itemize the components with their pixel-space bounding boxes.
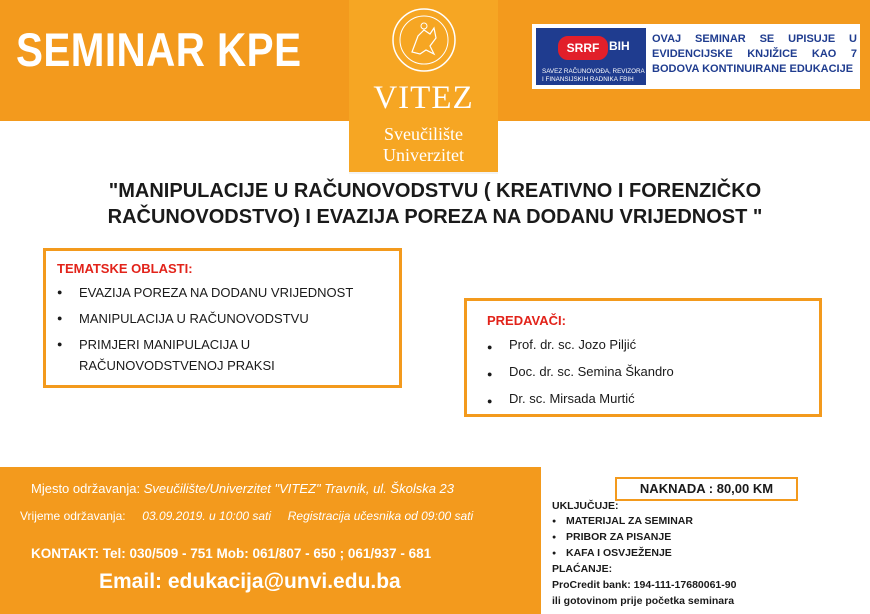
fee-panel [546, 467, 870, 614]
themes-heading: TEMATSKE OBLASTI: [57, 261, 193, 276]
bullet-icon: ● [487, 342, 493, 352]
list-item: ● EVAZIJA POREZA NA DODANU VRIJEDNOST [57, 282, 353, 303]
includes-item: ● PRIBOR ZA PISANJE [552, 531, 672, 543]
organizer-logo-suffix: BIH [609, 39, 630, 53]
lecturers-box [464, 298, 822, 417]
list-item: ● PRIMJERI MANIPULACIJA U [57, 334, 250, 355]
bank-account: ProCredit bank: 194-111-17680061-90 [552, 579, 737, 591]
organizer-subtitle-2: I FINANSIJSKIH RADNIKA FBIH [542, 76, 634, 83]
date-row [20, 509, 473, 523]
bullet-icon: ● [552, 518, 557, 525]
logo-subtitle-2: Univerzitet [383, 145, 464, 165]
venue-label: Mjesto održavanja: [31, 481, 141, 496]
list-item: ● MANIPULACIJA U RAČUNOVODSTVU [57, 308, 309, 329]
event-details-panel [0, 467, 541, 614]
cash-payment-note: ili gotovinom prije početka seminara [552, 595, 735, 607]
university-logo [349, 0, 498, 174]
themes-box [43, 248, 402, 388]
fee-amount: NAKNADA : 80,00 KM [615, 477, 798, 501]
credits-note: OVAJ SEMINAR SE UPISUJE U EVIDENCIJSKE KNJIŽICE KAO 7 BODOVA KONTINUIRANE EDUKACIJE [652, 33, 857, 75]
lecturers-heading: PREDAVAČI: [487, 313, 566, 328]
bullet-icon: ● [57, 287, 63, 297]
organizer-logo-badge [558, 36, 608, 60]
date-label: Vrijeme održavanja: [20, 509, 126, 523]
bullet-icon: ● [552, 534, 557, 541]
organizer-logo-text: SRRF [566, 41, 600, 55]
includes-item: ● MATERIJAL ZA SEMINAR [552, 515, 693, 527]
date-value: 03.09.2019. u 10:00 sati [142, 509, 272, 523]
bullet-icon: ● [57, 313, 63, 323]
includes-item: ● KAFA I OSVJEŽENJE [552, 547, 672, 559]
seminar-title: SEMINAR KPE [16, 23, 302, 76]
logo-name: VITEZ [373, 80, 474, 116]
topic-title-line-2: RAČUNOVODSTVO) I EVAZIJA POREZA NA DODANU VRIJEDNOST " [107, 206, 763, 228]
venue-row [31, 481, 454, 496]
bullet-icon: ● [552, 550, 557, 557]
list-item-continuation: RAČUNOVODSTVENOJ PRAKSI [79, 358, 275, 373]
registration-time: Registracija učesnika od 09:00 sati [287, 509, 474, 523]
payment-label: PLAĆANJE: [552, 563, 613, 575]
organizer-panel [532, 24, 860, 89]
university-seal-icon [390, 6, 458, 74]
contact-row: KONTAKT: Tel: 030/509 - 751 Mob: 061/807 - 650 ; 061/937 - 681 [31, 546, 432, 561]
contact-email: Email: edukacija@unvi.edu.ba [99, 570, 401, 593]
bullet-icon: ● [487, 369, 493, 379]
organizer-logo [536, 28, 646, 85]
topic-title [30, 178, 840, 230]
venue-value: Sveučilište/Univerzitet "VITEZ" Travnik, ul. Školska 23 [143, 481, 455, 496]
lecturer-item: ● Dr. sc. Mirsada Murtić [487, 391, 635, 412]
logo-subtitle-1: Sveučilište [384, 124, 463, 144]
bullet-icon: ● [57, 339, 63, 349]
includes-label: UKLJUČUJE: [552, 500, 619, 512]
topic-title-line-1: "MANIPULACIJE U RAČUNOVODSTVU ( KREATIVNO I FORENZIČKO [108, 180, 762, 202]
bullet-icon: ● [487, 396, 493, 406]
organizer-subtitle-1: SAVEZ RAČUNOVOĐA, REVIZORA [542, 68, 645, 75]
lecturer-item: ● Doc. dr. sc. Semina Škandro [487, 364, 674, 385]
lecturer-item: ● Prof. dr. sc. Jozo Piljić [487, 337, 636, 358]
